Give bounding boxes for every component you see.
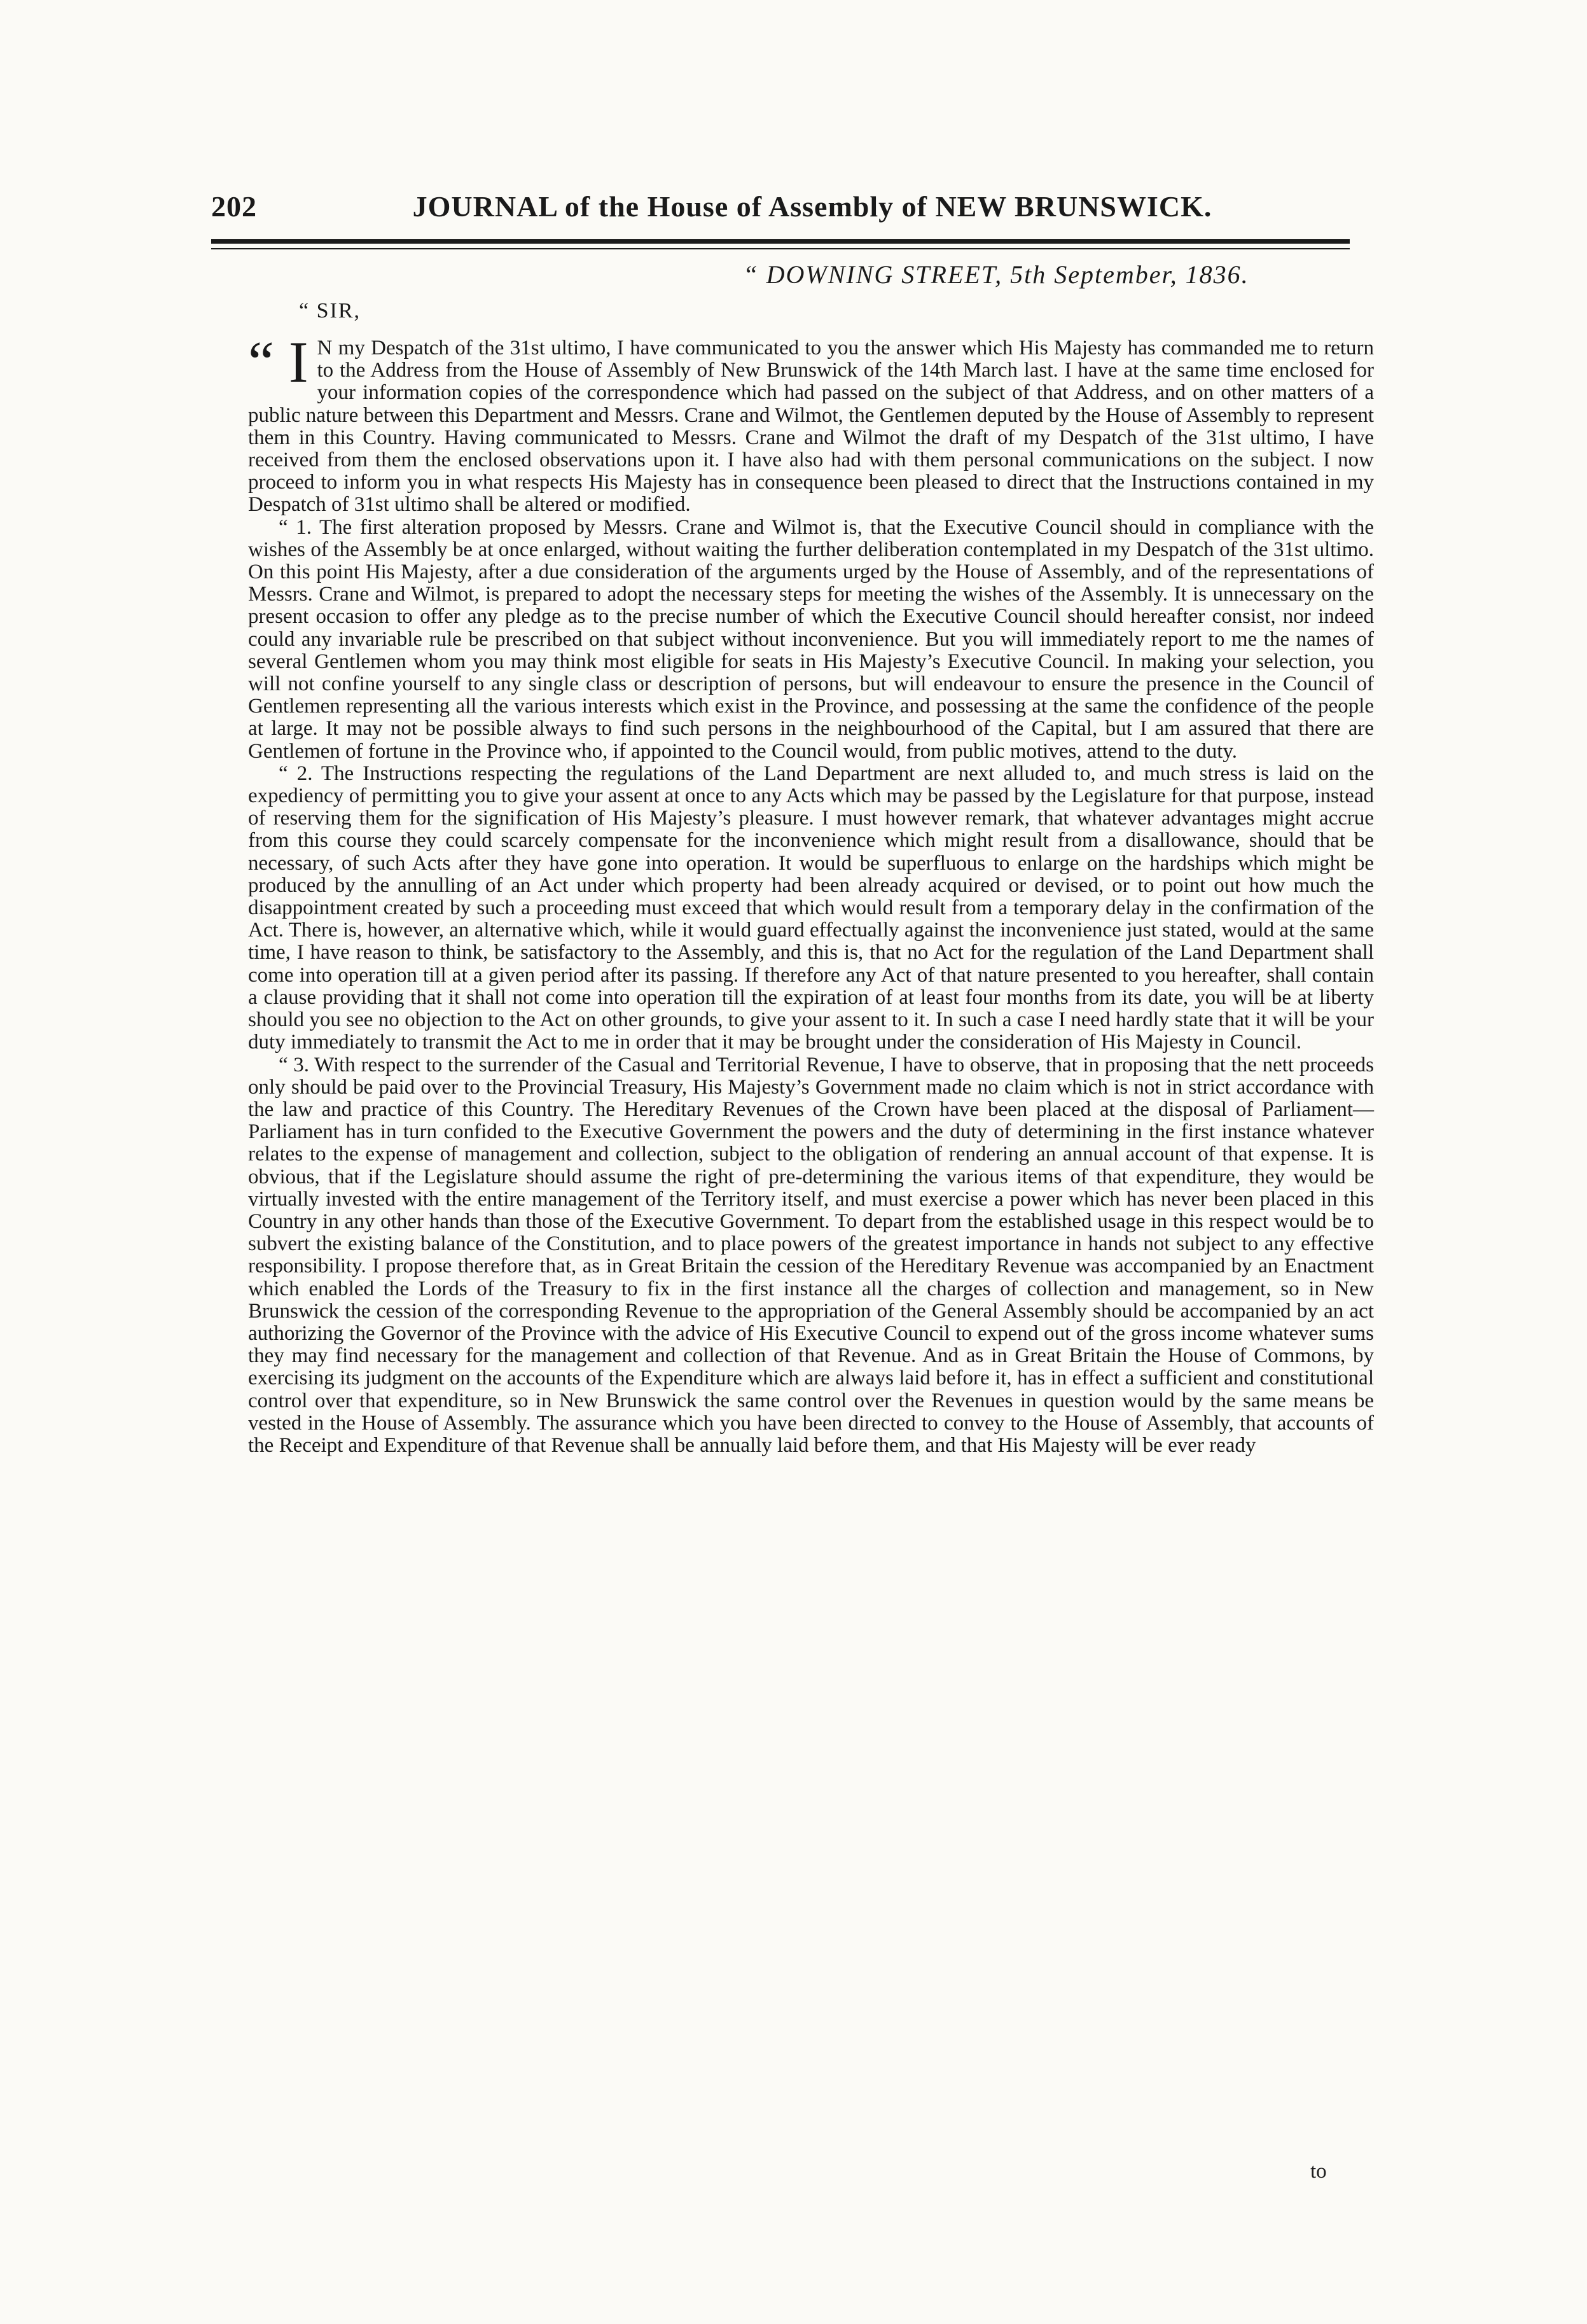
paragraph-3: “ 3. With respect to the surrender of the Casual and Territorial Revenue, I have to observe, that in proposing that the nett proceeds only should be paid over to the Provincial Treasury, His Majesty’s Government made no claim which is not in strict accordance with the law and practice of this Country. The Hereditary Revenues of the Crown have been placed at the disposal of Parliament—Parliament has in turn confided to the Executive Government the powers and the duty of determining in the first instance whatever relates to the expense of management and collection, subject to the obligation of rendering an annual account of that expense. It is obvious, that if the Legislature should assume the right of pre-determining the various items of that expenditure, they would be virtually invested with the entire management of the Territory itself, and must exercise a power which has never been placed in this Country in any other hands than those of the Executive Government. To depart from the established usage in this respect would be to subvert the existing balance of the Constitution, and to place powers of the greatest importance in hands not subject to any effective responsibility. I propose therefore that, as in Great Britain the cession of the Hereditary Revenue was accompanied by an Enactment which enabled the Lords of the Treasury to fix in the first instance all the charges of collection and management, so in New Brunswick the cession of the corresponding Revenue to the appropriation of the General Assembly should be accompanied by an act authorizing the Governor of the Province with the advice of His Executive Council to expend out of the gross income whatever sums they may find necessary for the management and collection of that Revenue. And as in Great Britain the House of Commons, by exercising its judgment on the accounts of the Expenditure which are always laid before it, has in effect a sufficient and constitutional control over that expenditure, so in New Brunswick the same control over the Revenues in question would by the same means be vested in the House of Assembly. The assurance which you have been directed to convey to the House of Assembly, that accounts of the Receipt and Expenditure of that Revenue shall be annually laid before them, and that His Majesty will be ever ready <box>248 1053 1374 1457</box>
catchword: to <box>1310 2160 1327 2183</box>
running-title: JOURNAL of the House of Assembly of NEW BRUNSWICK. <box>412 190 1212 223</box>
letter-dateline: “ DOWNING STREET, 5th September, 1836. <box>743 260 1249 289</box>
paragraph-2: “ 2. The Instructions respecting the regulations of the Land Department are next alluded to, and much stress is laid on the expediency of permitting you to give your assent at once to any Acts which may be passed by the Legislature for that purpose, instead of reserving them for the signification of His Majesty’s pleasure. I must however remark, that whatever advantages might accrue from this course they could scarcely compensate for the inconvenience which might result from a disallowance, should that be necessary, of such Acts after they have gone into operation. It would be superfluous to enlarge on the hardships which might be produced by the annulling of an Act under which property had been already acquired or devised, or to point out how much the disappointment created by such a proceeding must exceed that which would result from a temporary delay in the confirmation of the Act. There is, however, an alternative which, while it would guard effectually against the inconvenience just stated, would at the same time, I have reason to think, be satisfactory to the Assembly, and this is, that no Act for the regulation of the Land Department shall come into operation till at a given period after its passing. If therefore any Act of that nature presented to you hereafter, shall contain a clause providing that it shall not come into operation till the expiration of at least four months from its date, you will be at liberty should you see no objection to the Act on other grounds, to give your assent to it. In such a case I need hardly state that it will be your duty immediately to transmit the Act to me in order that it may be brought under the consideration of His Majesty in Council. <box>248 762 1374 1054</box>
paragraph-1: “ 1. The first alteration proposed by Messrs. Crane and Wilmot is, that the Executive Council should in compliance with the wishes of the Assembly be at once enlarged, without waiting the further deliberation contemplated in my Despatch of the 31st ultimo. On this point His Majesty, after a due consideration of the arguments urged by the House of Assembly, and of the representations of Messrs. Crane and Wilmot, is prepared to adopt the necessary steps for meeting the wishes of the Assembly. It is unnecessary on the present occasion to offer any pledge as to the precise number of which the Executive Council should hereafter consist, nor indeed could any invariable rule be prescribed on that subject without inconvenience. But you will immediately report to me the names of several Gentlemen whom you may think most eligible for seats in His Majesty’s Executive Council. In making your selection, you will not confine yourself to any single class or description of persons, but will endeavour to ensure the presence in the Council of Gentlemen representing all the various interests which exist in the Province, and possessing at the same the confidence of the people at large. It may not be possible always to find such persons in the neighbourhood of the Capital, but I am assured that there are Gentlemen of fortune in the Province who, if appointed to the Council would, from public motives, attend to the duty. <box>248 515 1374 763</box>
header-rule-thick <box>211 239 1350 244</box>
header-rule-thin <box>211 248 1350 249</box>
page-header <box>211 190 1350 228</box>
paragraph-intro <box>248 330 1374 517</box>
letter-body <box>248 330 1374 1457</box>
drop-cap: “ I <box>248 330 308 394</box>
page-number: 202 <box>211 190 257 223</box>
letter-salutation: “ SIR, <box>299 299 361 323</box>
paragraph-text: N my Despatch of the 31st ultimo, I have communicated to you the answer which His Majesty has commanded me to return to the Address from the House of Assembly of New Brunswick of the 14th March last. I have at the same time enclosed for your information copies of the correspondence which had passed on the subject of that Address, and on other matters of a public nature between this Department and Messrs. Crane and Wilmot, the Gentlemen deputed by the House of Assembly to represent them in this Country. Having communicated to Messrs. Crane and Wilmot the draft of my Despatch of the 31st ultimo, I have received from them the enclosed observations upon it. I have also had with them personal communications on the subject. I now proceed to inform you in what respects His Majesty has in consequence been pleased to direct that the Instructions contained in my Despatch of 31st ultimo shall be altered or modified. <box>248 337 1374 517</box>
